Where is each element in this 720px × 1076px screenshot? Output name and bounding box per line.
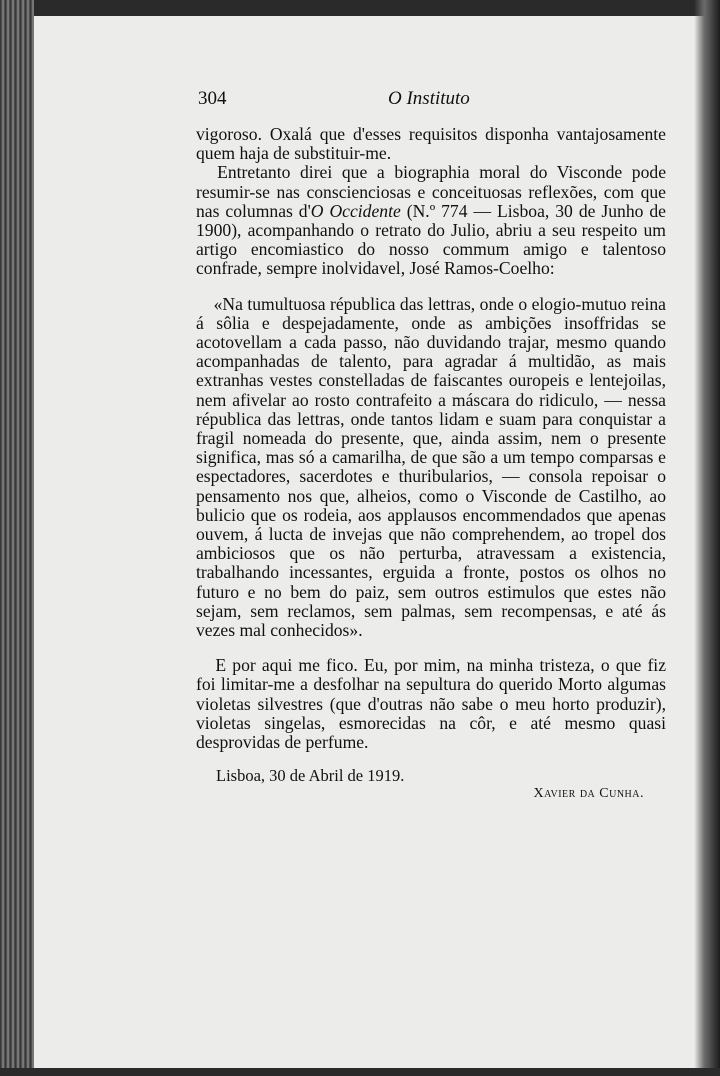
page-header [198, 88, 668, 114]
page-number: 304 [198, 88, 227, 109]
author-signature: Xavier da Cunha. [533, 786, 644, 802]
page-body [196, 125, 666, 806]
closing-paragraph: E por aqui me fico. Eu, por mim, na minha tristeza, o que fiz foi limitar-me a desfolhar na sepultura do querido Morto algumas violetas silvestres (que d'outras não sabe o meu horto produzir), violetas singelas, esmorecidas na côr, e até mesmo quasi desprovidas de perfume. [196, 655, 666, 753]
paragraph-1: vigoroso. Oxalá que d'esses requisitos disponha vantajosamente quem haja de substituir-me. [196, 124, 666, 164]
page-right-shadow [694, 0, 720, 1076]
place-date: Lisboa, 30 de Abril de 1919. [216, 766, 405, 786]
newspaper-title: O Occidente [310, 200, 401, 221]
paragraph-2 [196, 163, 666, 278]
running-title: O Instituto [388, 88, 470, 109]
page-bottom-edge [0, 1068, 720, 1076]
signature-block [196, 766, 666, 806]
paragraph-2-text-a: Entretanto direi que a biographia moral do Visconde pode resumir-se nas conscienciosas e conceituosas reflexões, com que nas columnas d' [196, 162, 666, 221]
paragraph-2-text-b: (N.º 774 — Lisboa, 30 de Junho de 1900), acompanhando o retrato do Julio, abriu a seu respeito um artigo encomiastico do nosso commum amigo e talentoso confrade, sempre inolvidavel, José Ramos-Coelho: [196, 200, 666, 279]
page-top-edge [0, 0, 720, 16]
quoted-passage: «Na tumultuosa républica das lettras, onde o elogio-mutuo reina á sôlia e despejadamente, onde as ambições insoffridas se acotovellam a cada passo, não duvidando trajar, mesmo quando acompanhadas de talento, para agradar á multidão, as mais extranhas vestes constelladas de faiscantes ouropeis e lentejoilas, nem afivelar ao rosto contrafeito a máscara do ridiculo, — nessa républica das lettras, onde tantos lidam e suam para conquistar a fragil nomeada do presente, que, ainda assim, nem o presente significa, mas só a camarilha, de que são a um tempo comparsas e espectadores, sacerdotes e thuribularios, — consola repoisar o pensamento nos que, alheios, como o Visconde de Castilho, ao bulicio que os rodeia, aos applausos encommendados que apenas ouvem, á lucta de invejas que não comprehendem, ao tropel dos ambiciosos que os não perturba, atravessam a existencia, trabalhando incessantes, erguida a fronte, postos os olhos no futuro e no bem do paiz, sem outros estimulos que estes não sejam, sem reclamos, sem palmas, sem recompensas, e até ás vezes mal conhecidos». [196, 293, 666, 641]
book-spine-edge [0, 0, 34, 1076]
